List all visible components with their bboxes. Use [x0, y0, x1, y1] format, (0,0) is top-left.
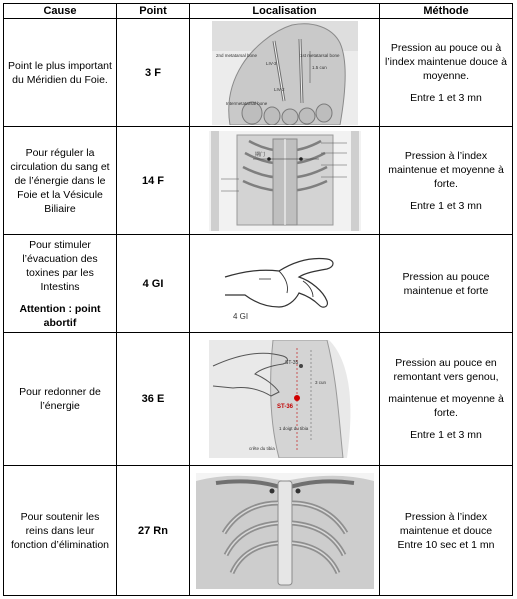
- knee-label: ST-35: [284, 360, 298, 366]
- knee-label: ST-36: [276, 404, 293, 410]
- table-row: [4, 333, 513, 466]
- localisation-cell: [190, 235, 380, 333]
- methode-text: Pression à l’index maintenue et douce: [399, 510, 493, 537]
- header-localisation: Localisation: [190, 4, 380, 19]
- header-cause: Cause: [4, 4, 117, 19]
- cause-cell: [4, 127, 117, 235]
- cause-cell: [4, 19, 117, 127]
- methode-cell: [380, 127, 513, 235]
- cause-text: Pour redonner de l’énergie: [19, 386, 101, 412]
- localisation-cell: [190, 333, 380, 466]
- table-row: [4, 466, 513, 596]
- methode-duration: Entre 1 et 3 mn: [410, 429, 482, 441]
- localisation-cell: [190, 127, 380, 235]
- methode-duration: Entre 1 et 3 mn: [410, 199, 482, 212]
- torso-illustration-icon: [209, 131, 361, 231]
- point-cell: 36 E: [117, 333, 190, 466]
- hand-label: 4 GI: [232, 311, 248, 321]
- cause-cell: [4, 466, 117, 596]
- methode-duration: Entre 1 et 3 mn: [410, 91, 482, 104]
- acupressure-table: [3, 3, 513, 596]
- methode-text: Pression au pouce maintenue et forte: [402, 270, 490, 297]
- methode-cell: [380, 235, 513, 333]
- foot-label: LIV-3: [265, 60, 277, 66]
- methode-cell: [380, 19, 513, 127]
- methode-text: Pression au pouce en remontant vers genou,: [393, 357, 499, 383]
- cause-text: Pour réguler la circulation du sang et de l’énergie dans le Foie et la Vésicule Biliaire: [10, 146, 110, 215]
- foot-label: Intermetatarsal bone: [225, 100, 267, 106]
- knee-illustration-icon: [209, 340, 361, 458]
- warning-text: Attention : point abortif: [19, 302, 101, 329]
- cause-text: Pour stimuler l’évacuation des toxines par les Intestins: [22, 238, 98, 293]
- foot-label: 2nd metatarsal bone: [215, 52, 257, 58]
- hand-illustration-icon: [215, 241, 355, 327]
- table-row: [4, 235, 513, 333]
- foot-illustration-icon: [212, 21, 358, 125]
- header-row: [4, 4, 513, 19]
- foot-label: 1.5 cun: [311, 64, 327, 70]
- methode-text: Pression au pouce ou à l’index maintenue douce à moyenne.: [384, 41, 507, 82]
- localisation-cell: [190, 19, 380, 127]
- foot-label: 1st metatarsal bone: [299, 52, 340, 58]
- methode-duration: Entre 10 sec et 1 mn: [397, 538, 495, 551]
- point-cell: 3 F: [117, 19, 190, 127]
- cause-cell: [4, 235, 117, 333]
- point-cell: 27 Rn: [117, 466, 190, 596]
- knee-label: 1 doigt du tibia: [278, 426, 308, 431]
- localisation-cell: [190, 466, 380, 596]
- methode-text: Pression à l’index maintenue et moyenne à forte.: [388, 149, 504, 190]
- table-row: [4, 19, 513, 127]
- methode-text: maintenue et moyenne à forte.: [388, 393, 504, 419]
- cause-text: Pour soutenir les reins dans leur fonction d’élimination: [10, 510, 110, 551]
- knee-label: crête du tibia: [248, 446, 275, 451]
- cause-text: Point le plus important du Méridien du Foie.: [8, 59, 112, 86]
- methode-cell: [380, 333, 513, 466]
- knee-label: 3 cun: [314, 380, 326, 385]
- header-methode: Méthode: [380, 4, 513, 19]
- ribcage-illustration-icon: [196, 473, 374, 589]
- cause-cell: [4, 333, 117, 466]
- point-cell: 14 F: [117, 127, 190, 235]
- point-cell: 4 GI: [117, 235, 190, 333]
- header-point: Point: [117, 4, 190, 19]
- torso-label: 期门: [254, 151, 265, 158]
- methode-cell: [380, 466, 513, 596]
- foot-label: LIV-2: [273, 86, 285, 92]
- table-row: [4, 127, 513, 235]
